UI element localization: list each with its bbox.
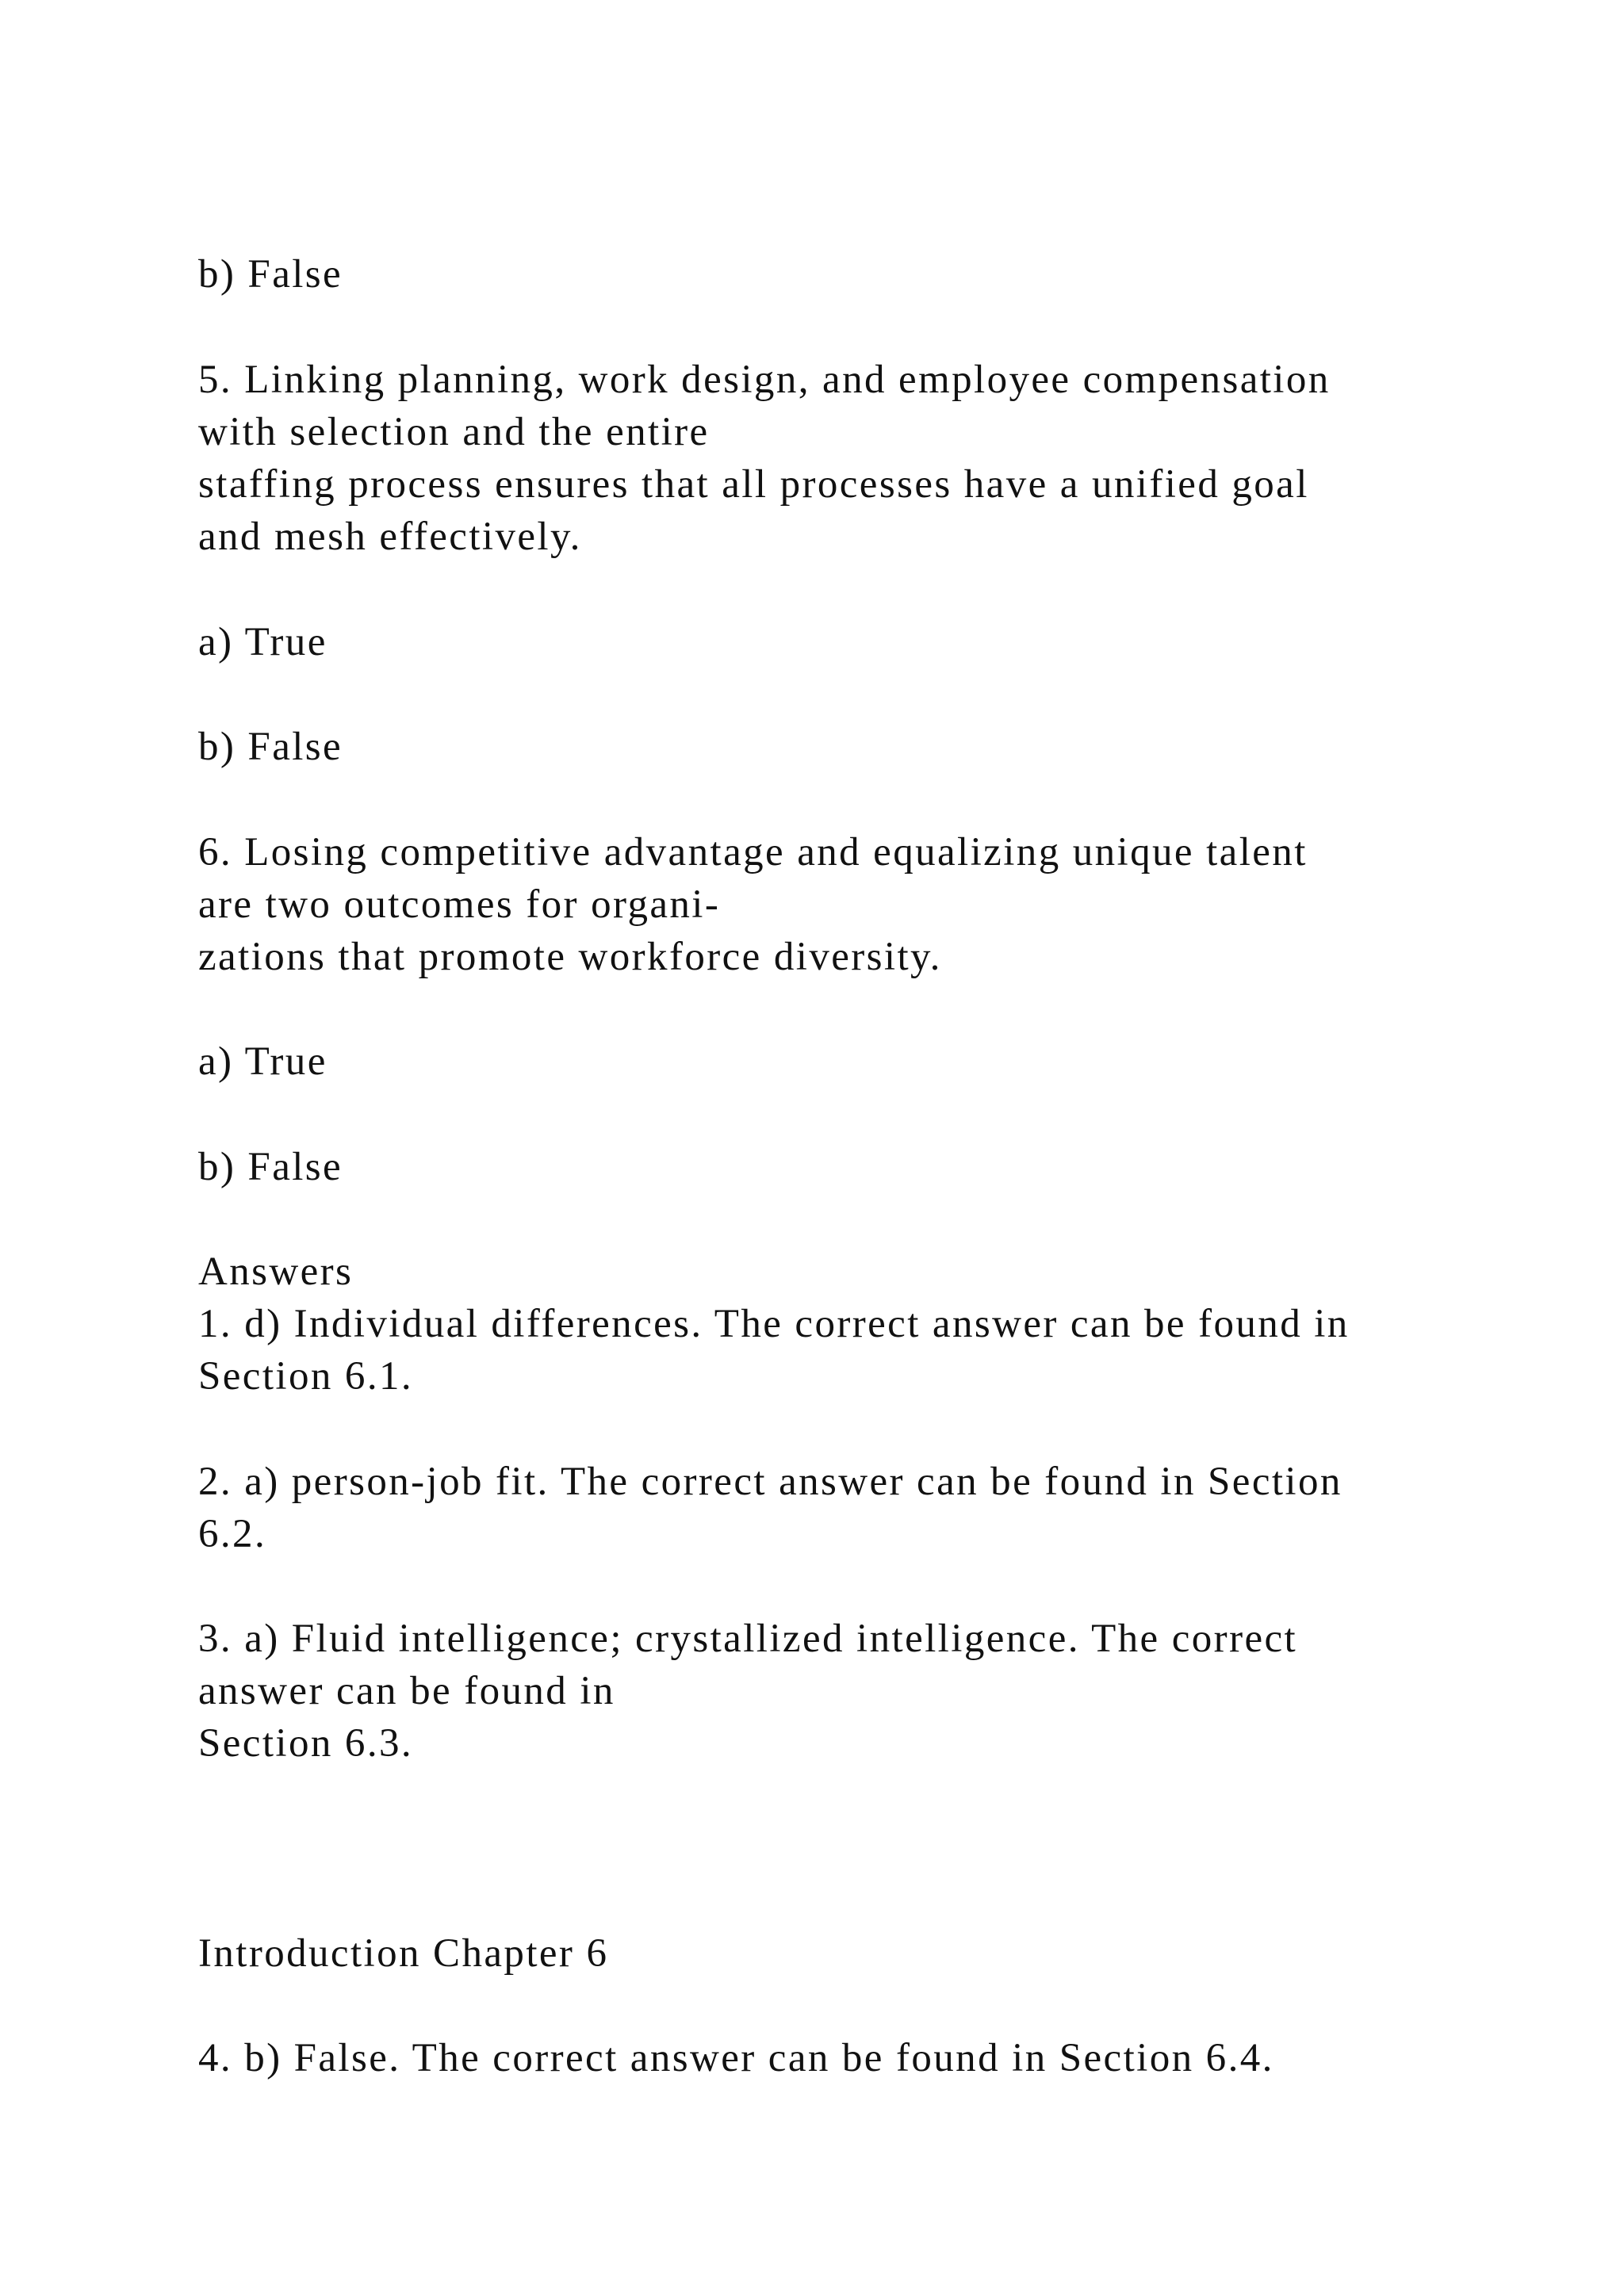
answers-heading: Answers	[198, 1249, 354, 1294]
question-5-text-line-1: 5. Linking planning, work design, and employee compensation	[198, 358, 1331, 402]
question-6-text-line-1: 6. Losing competitive advantage and equalizing unique talent	[198, 830, 1308, 874]
answer-4: 4. b) False. The correct answer can be found in Section 6.4.	[198, 2036, 1274, 2080]
question-6-option-a: a) True	[198, 1039, 327, 1084]
answer-3-line-2: answer can be found in	[198, 1669, 615, 1713]
answer-1-line-1: 1. d) Individual differences. The correct answer can be found in	[198, 1302, 1350, 1346]
answer-2-line-1: 2. a) person-job fit. The correct answer can be found in Section	[198, 1460, 1342, 1504]
answer-1-line-2: Section 6.1.	[198, 1354, 414, 1399]
question-5-text-line-4: and mesh effectively.	[198, 515, 582, 559]
question-6-text-line-3: zations that promote workforce diversity.	[198, 935, 942, 979]
question-5-option-b: b) False	[198, 725, 343, 769]
answer-2-line-2: 6.2.	[198, 1512, 267, 1556]
question-6-text-line-2: are two outcomes for organi-	[198, 882, 721, 927]
question-6-option-b: b) False	[198, 1145, 343, 1189]
question-4-option-b: b) False	[198, 252, 343, 297]
running-header: Introduction Chapter 6	[198, 1931, 609, 1976]
question-5-option-a: a) True	[198, 620, 327, 664]
answer-3-line-1: 3. a) Fluid intelligence; crystallized intelligence. The correct	[198, 1617, 1298, 1661]
question-5-text-line-3: staffing process ensures that all processes have a unified goal	[198, 462, 1309, 507]
question-5-text-line-2: with selection and the entire	[198, 410, 710, 454]
answer-3-line-3: Section 6.3.	[198, 1721, 414, 1766]
